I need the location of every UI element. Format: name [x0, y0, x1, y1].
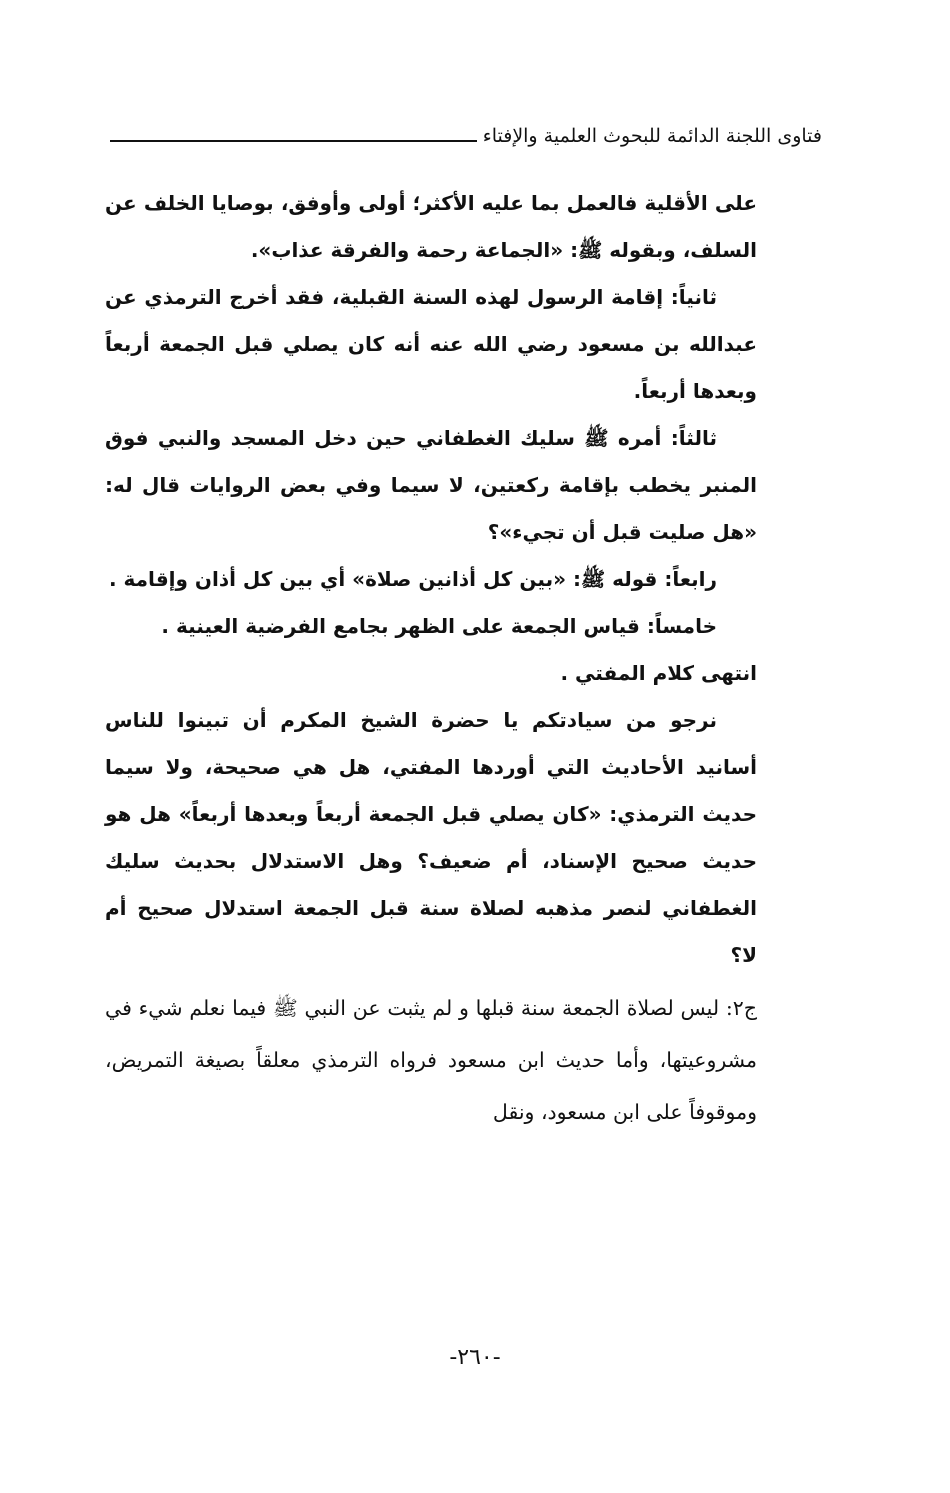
question-text	[105, 180, 757, 979]
page-body	[105, 180, 757, 1138]
paragraph-answer: ج٢: ليس لصلاة الجمعة سنة قبلها و لم يثبت عن النبي ﷺ فيما نعلم شيء في مشروعيتها، وأما حديث ابن مسعود فرواه الترمذي معلقاً بصيغة التمريض، وموقوفاً على ابن مسعود، ونقل	[105, 996, 757, 1124]
paragraph-fourth-point: رابعاً: قوله ﷺ: «بين كل أذانين صلاة» أي بين كل أذان وإقامة .	[108, 567, 717, 591]
running-header	[110, 118, 822, 154]
header-rule	[110, 140, 477, 142]
paragraph-end-of-quote: انتهى كلام المفتي .	[560, 661, 757, 685]
paragraph-second-point: ثانياً: إقامة الرسول لهذه السنة القبلية، فقد أخرج الترمذي عن عبدالله بن مسعود رضي الله عنه أنه كان يصلي قبل الجمعة أربعاً وبعدها أربعاً.	[105, 285, 757, 403]
page-number: -٢٦٠-	[449, 1345, 501, 1370]
paragraph-continuation: على الأقلية فالعمل بما عليه الأكثر؛ أولى وأوفق، بوصايا الخلف عن السلف، وبقوله ﷺ: «الجماعة رحمة والفرقة عذاب».	[105, 191, 757, 262]
paragraph-third-point: ثالثاً: أمره ﷺ سليك الغطفاني حين دخل المسجد والنبي فوق المنبر يخطب بإقامة ركعتين، لا سيما وفي بعض الروايات قال له: «هل صليت قبل أن تجيء»؟	[105, 426, 757, 544]
paragraph-request: نرجو من سيادتكم يا حضرة الشيخ المكرم أن تبينوا للناس أسانيد الأحاديث التي أوردها المفتي، هل هي صحيحة، ولا سيما حديث الترمذي: «كان يصلي قبل الجمعة أربعاً وبعدها أربعاً» هل هو حديث صحيح الإسناد، أم ضعيف؟ وهل الاستدلال بحديث سليك الغطفاني لنصر مذهبه لصلاة سنة قبل الجمعة استدلال صحيح أم لا؟	[105, 708, 757, 967]
paragraph-fifth-point: خامساً: قياس الجمعة على الظهر بجامع الفرضية العينية .	[161, 614, 717, 638]
answer-text	[105, 982, 757, 1138]
header-title: فتاوى اللجنة الدائمة للبحوث العلمية والإفتاء	[482, 125, 822, 147]
